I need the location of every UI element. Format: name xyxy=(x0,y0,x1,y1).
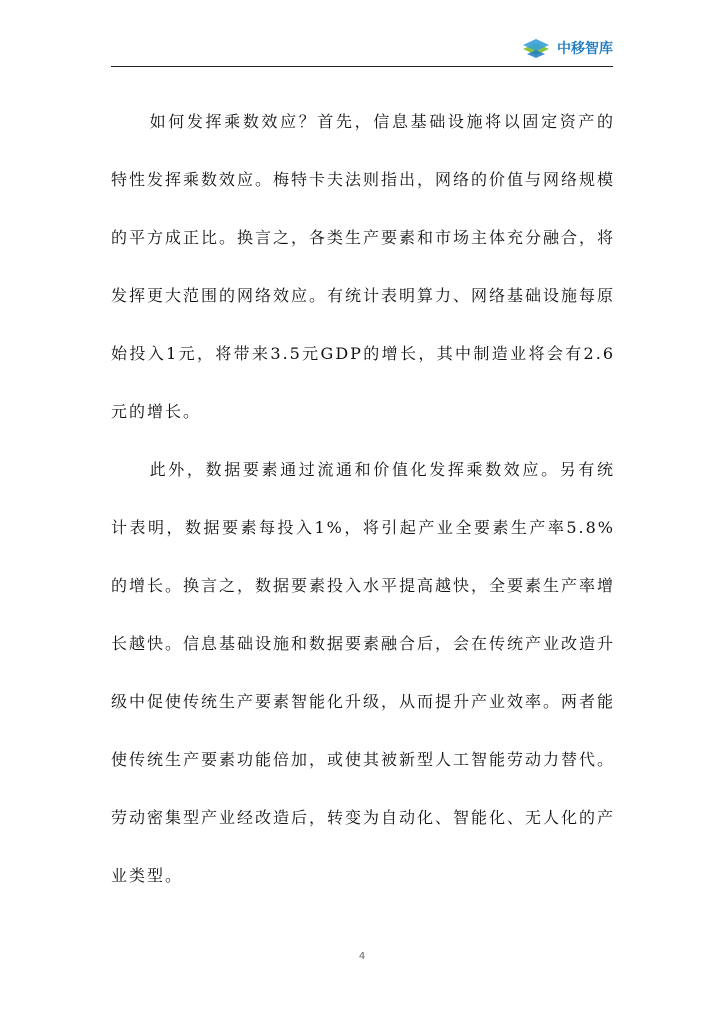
paragraph-1 xyxy=(111,93,615,441)
logo-icon xyxy=(519,35,553,61)
paragraph-1-text: 如何发挥乘数效应？首先，信息基础设施将以固定资产的特性发挥乘数效应。梅特卡夫法则指出，网络的价值与网络规模的平方成正比。换言之，各类生产要素和市场主体充分融合，将发挥更大范围的网络效应。有统计表明算力、网络基础设施每原始投入1元，将带来3.5元GDP的增长，其中制造业将会有2.6元的增长。 xyxy=(111,112,616,421)
logo-text: 中移智库 xyxy=(557,41,613,57)
paragraph-2 xyxy=(111,441,615,905)
document-body xyxy=(111,93,615,905)
paragraph-2-text: 此外，数据要素通过流通和价值化发挥乘数效应。另有统计表明，数据要素每投入1%，将引起产业全要素生产率5.8%的增长。换言之，数据要素投入水平提高越快，全要素生产率增长越快。信息基础设施和数据要素融合后，会在传统产业改造升级中促使传统生产要素智能化升级，从而提升产业效率。两者能使传统生产要素功能倍加，或使其被新型人工智能劳动力替代。劳动密集型产业经改造后，转变为自动化、智能化、无人化的产业类型。 xyxy=(111,460,616,885)
page-header xyxy=(111,30,613,67)
logo xyxy=(519,34,613,62)
page-number: 4 xyxy=(358,951,366,962)
